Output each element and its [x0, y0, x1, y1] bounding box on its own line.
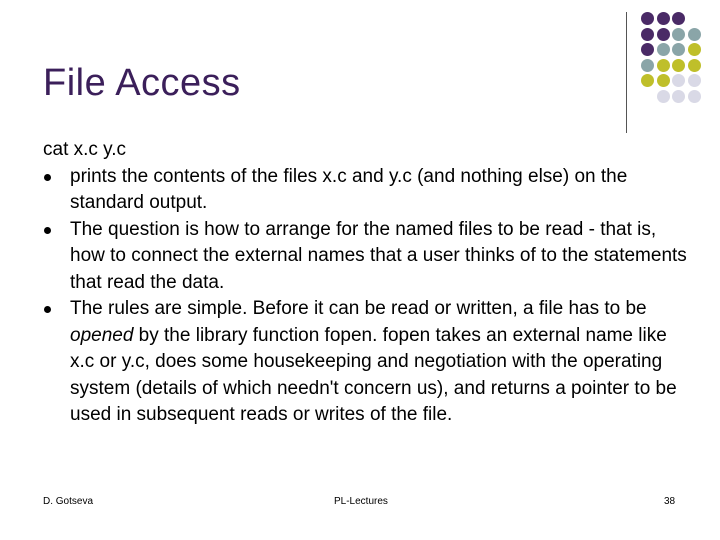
footer-course: PL-Lectures	[334, 496, 388, 507]
decorative-dot	[672, 59, 685, 72]
decorative-dot	[672, 28, 685, 41]
footer-author: D. Gotseva	[43, 496, 94, 507]
decorative-vertical-line	[626, 12, 627, 133]
decorative-dot	[688, 74, 701, 87]
bullet-list	[43, 164, 693, 429]
bullet-dot-icon	[44, 306, 51, 313]
decorative-dot	[672, 90, 685, 103]
footer-page-number: 38	[664, 496, 676, 507]
decorative-dot	[657, 59, 670, 72]
decorative-dot	[641, 59, 654, 72]
bullet-text: The rules are simple. Before it can be read or written, a file has to be	[70, 298, 647, 319]
decorative-dot	[641, 28, 654, 41]
decorative-dot	[688, 43, 701, 56]
decorative-dot	[657, 74, 670, 87]
bullet-dot-icon	[44, 227, 51, 234]
decorative-dot	[688, 28, 701, 41]
bullet-item	[43, 217, 693, 297]
decorative-dot	[641, 43, 654, 56]
emphasized-text: opened	[70, 324, 134, 346]
decorative-dot	[657, 28, 670, 41]
decorative-dot	[657, 90, 670, 103]
bullet-text: The question is how to arrange for the named files to be read - that is, how to connect the external names that a user thinks of to the statements that read the data.	[70, 218, 687, 293]
bullet-text: prints the contents of the files x.c and y.c (and nothing else) on the standard output.	[70, 165, 628, 213]
decorative-dot	[657, 12, 670, 25]
decorative-dot	[657, 43, 670, 56]
decorative-dot	[672, 74, 685, 87]
decorative-dot	[688, 59, 701, 72]
bullet-dot-icon	[44, 174, 51, 181]
decorative-dot	[688, 90, 701, 103]
decorative-dot	[672, 12, 685, 25]
bullet-item	[43, 296, 693, 429]
bullet-item	[43, 164, 693, 217]
decorative-dot	[641, 74, 654, 87]
bullet-text: by the library function fopen. fopen takes an external name like x.c or y.c, does some housekeeping and negotiation with the operating system (details of which needn't concern us), and returns a pointer to be used in subsequent reads or writes of the file.	[70, 324, 677, 425]
command-line: cat x.c y.c	[43, 139, 127, 160]
decorative-dot	[641, 12, 654, 25]
decorative-dot	[672, 43, 685, 56]
slide-body	[43, 137, 693, 429]
slide-title: File Access	[43, 62, 241, 104]
